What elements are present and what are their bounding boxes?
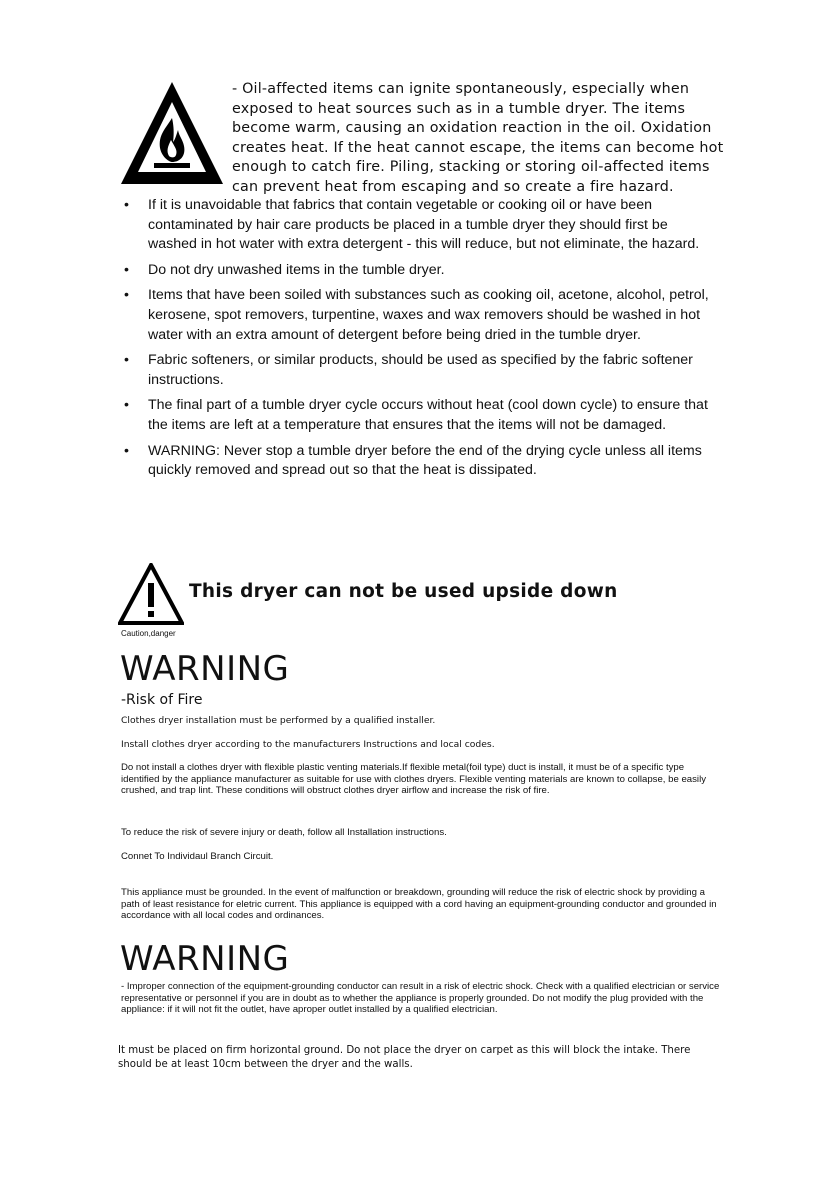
bullet-icon: • <box>124 287 129 304</box>
bullet-text: If it is unavoidable that fabrics that contain vegetable or cooking oil or have been contaminated by hair care products be placed in a tumble dryer they should first be washed in hot water with extra detergent - this will reduce, but not eliminate, the hazard. <box>148 197 700 253</box>
upside-down-title: This dryer can not be used upside down <box>189 581 618 602</box>
grounding-paragraph: This appliance must be grounded. In the event of malfunction or breakdown, grounding will reduce the risk of electric shock by providing a path of least resistance for eletric current. This appliance is equipped with a cord having an equipment-grounding conductor and grounded in accordance with all local codes and ordinances. <box>121 887 717 922</box>
flammable-hazard-icon <box>118 80 226 188</box>
warning-heading-2: WARNING <box>120 939 290 979</box>
list-item <box>120 351 720 390</box>
warning-heading: WARNING <box>120 649 290 689</box>
caution-triangle-icon <box>118 563 184 625</box>
installation-paragraph: Clothes dryer installation must be performed by a qualified installer. <box>121 715 436 726</box>
bullet-icon: • <box>124 442 129 459</box>
list-item <box>120 396 720 435</box>
branch-circuit-paragraph: Connet To Individaul Branch Circuit. <box>121 851 274 862</box>
bullet-icon: • <box>124 397 129 414</box>
upside-down-caution <box>118 563 718 643</box>
bullet-text: WARNING: Never stop a tumble dryer before the end of the drying cycle unless all items quickly removed and spread out so that the heat is dissipated. <box>148 442 702 479</box>
instructions-paragraph: Install clothes dryer according to the manufacturers Instructions and local codes. <box>121 739 495 750</box>
bullet-text: Fabric softeners, or similar products, should be used as specified by the fabric softener instructions. <box>148 352 693 388</box>
risk-of-fire-subheading: -Risk of Fire <box>121 692 203 708</box>
list-item <box>120 442 720 481</box>
bullet-icon: • <box>124 261 129 278</box>
list-item <box>120 286 720 345</box>
venting-paragraph: Do not install a clothes dryer with flexible plastic venting materials.If flexible metal(foil type) duct is install, it must be of a specific type identified by the appliance manufacturer as suitable for use with clothes dryers. Flexible venting materials are known to collapse, be easily crushed, and trap lint. These conditions will obstruct clothes dryer airflow and increase the risk of fire. <box>121 762 706 797</box>
list-item <box>120 261 720 281</box>
placement-paragraph: It must be placed on firm horizontal ground. Do not place the dryer on carpet as this will block the intake. There should be at least 10cm between the dryer and the walls. <box>118 1045 691 1070</box>
bullet-text: Do not dry unwashed items in the tumble dryer. <box>148 261 445 278</box>
improper-connection-paragraph: - Improper connection of the equipment-grounding conductor can result in a risk of electric shock. Check with a qualified electrician or service representative or personnel if you are in doubt as to whether the appliance is properly grounded. Do not modify the plug provided with the appliance: if it will not fit the outlet, have aproper outlet installed by a qualified electrician. <box>121 981 720 1016</box>
bullet-icon: • <box>124 197 129 213</box>
fire-warning-text: - Oil-affected items can ignite spontaneously, especially when exposed to heat sources such as in a tumble dryer. The items become warm, causing an oxidation reaction in the oil. Oxidation creates heat. If the heat cannot escape, the items can become hot enough to catch fire. Piling, stacking or storing oil-affected items can prevent heat from escaping and so create a fire hazard. <box>232 81 724 195</box>
bullet-icon: • <box>124 352 129 369</box>
caution-label: Caution,danger <box>121 629 176 638</box>
bullet-text: Items that have been soiled with substances such as cooking oil, acetone, alcohol, petrol, kerosene, spot removers, turpentine, waxes and wax removers should be washed in hot water with an extra amount of detergent before being dried in the tumble dryer. <box>148 287 709 343</box>
fire-warning-block <box>118 80 728 195</box>
injury-paragraph: To reduce the risk of severe injury or death, follow all Installation instructions. <box>121 827 447 838</box>
list-item <box>120 196 720 255</box>
safety-bullet-list <box>120 196 720 487</box>
bullet-text: The final part of a tumble dryer cycle occurs without heat (cool down cycle) to ensure that the items are left at a temperature that ensures that the items will not be damaged. <box>148 397 708 433</box>
